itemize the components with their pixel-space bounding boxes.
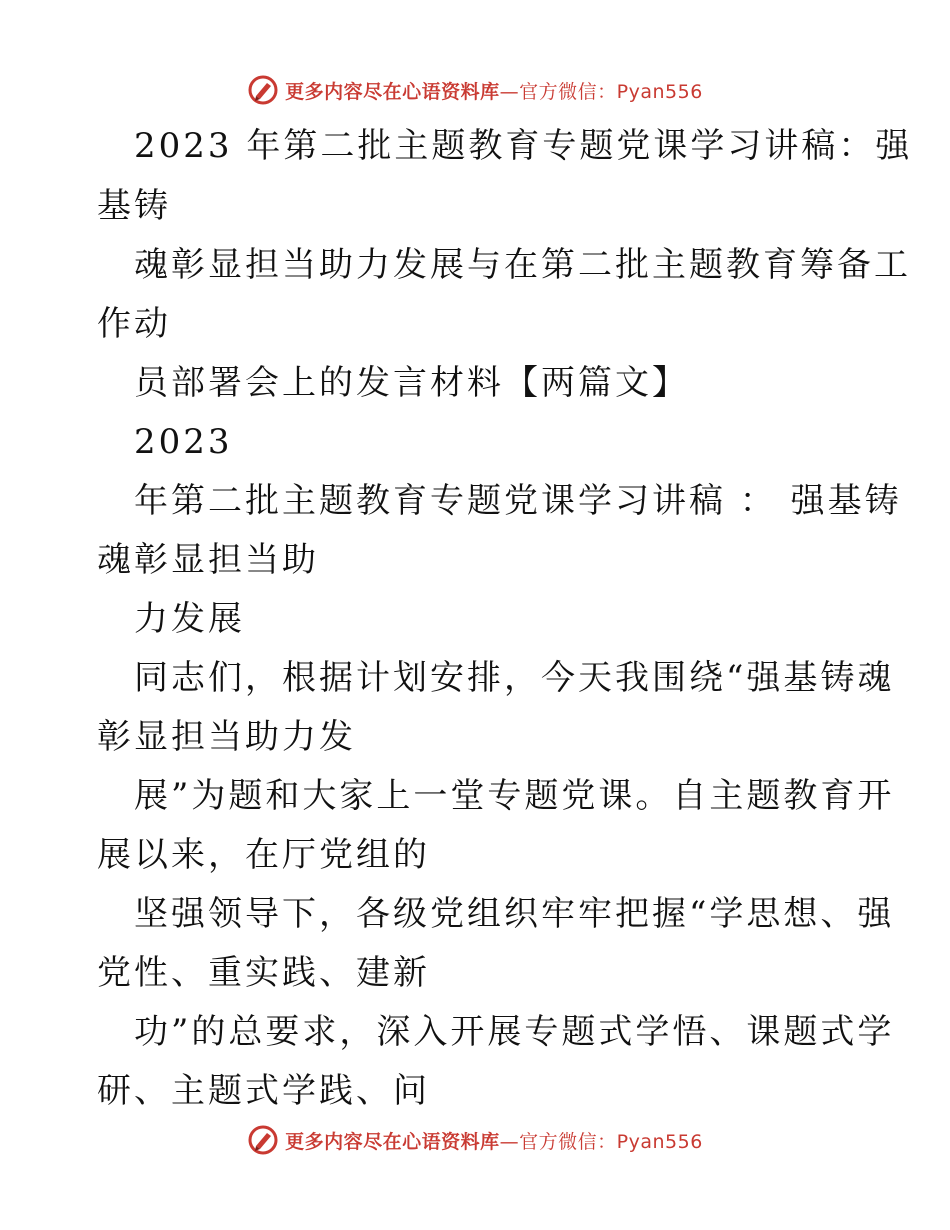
subtitle-line-3: 力发展: [134, 599, 245, 639]
subtitle-year: 2023: [134, 422, 233, 462]
footer-banner: [0, 1120, 950, 1160]
title-line-5: 员部署会上的发言材料【两篇文】: [134, 363, 689, 403]
body-line-1: 同志们，根据计划安排，今天我围绕“强基铸魂: [134, 658, 895, 698]
banner-wechat: 官方微信：Pyan556: [519, 80, 703, 103]
body-line-2: 彰显担当助力发: [97, 717, 356, 757]
body-line-6: 党性、重实践、建新: [97, 953, 430, 993]
title-line-4: 作动: [97, 304, 171, 344]
body-line-7: 功”的总要求，深入开展专题式学悟、课题式学: [134, 1012, 895, 1052]
banner-brand: 更多内容尽在心语资料库: [285, 1130, 500, 1153]
body-line-4: 展以来，在厅党组的: [97, 835, 430, 875]
body-line-3: 展”为题和大家上一堂专题党课。自主题教育开: [134, 776, 895, 816]
body-line-5: 坚强领导下，各级党组织牢牢把握“学思想、强: [134, 894, 895, 934]
header-banner: [0, 70, 950, 110]
banner-dash: —: [499, 1130, 520, 1153]
title-line-1: 2023 年第二批主题教育专题党课学习讲稿：强: [134, 126, 913, 166]
subtitle-line-1: 年第二批主题教育专题党课学习讲稿 ： 强基铸: [134, 481, 902, 521]
pen-logo-icon: [247, 1124, 279, 1156]
pen-logo-icon: [247, 74, 279, 106]
title-line-2: 基铸: [97, 186, 171, 226]
banner-brand: 更多内容尽在心语资料库: [285, 80, 500, 103]
banner-caption: [285, 77, 703, 104]
banner-caption: [285, 1127, 703, 1154]
subtitle-line-2: 魂彰显担当助: [97, 540, 319, 580]
banner-dash: —: [499, 80, 520, 103]
body-line-8: 研、主题式学践、问: [97, 1071, 430, 1111]
banner-wechat: 官方微信：Pyan556: [519, 1130, 703, 1153]
title-line-3: 魂彰显担当助力发展与在第二批主题教育筹备工: [134, 245, 911, 285]
